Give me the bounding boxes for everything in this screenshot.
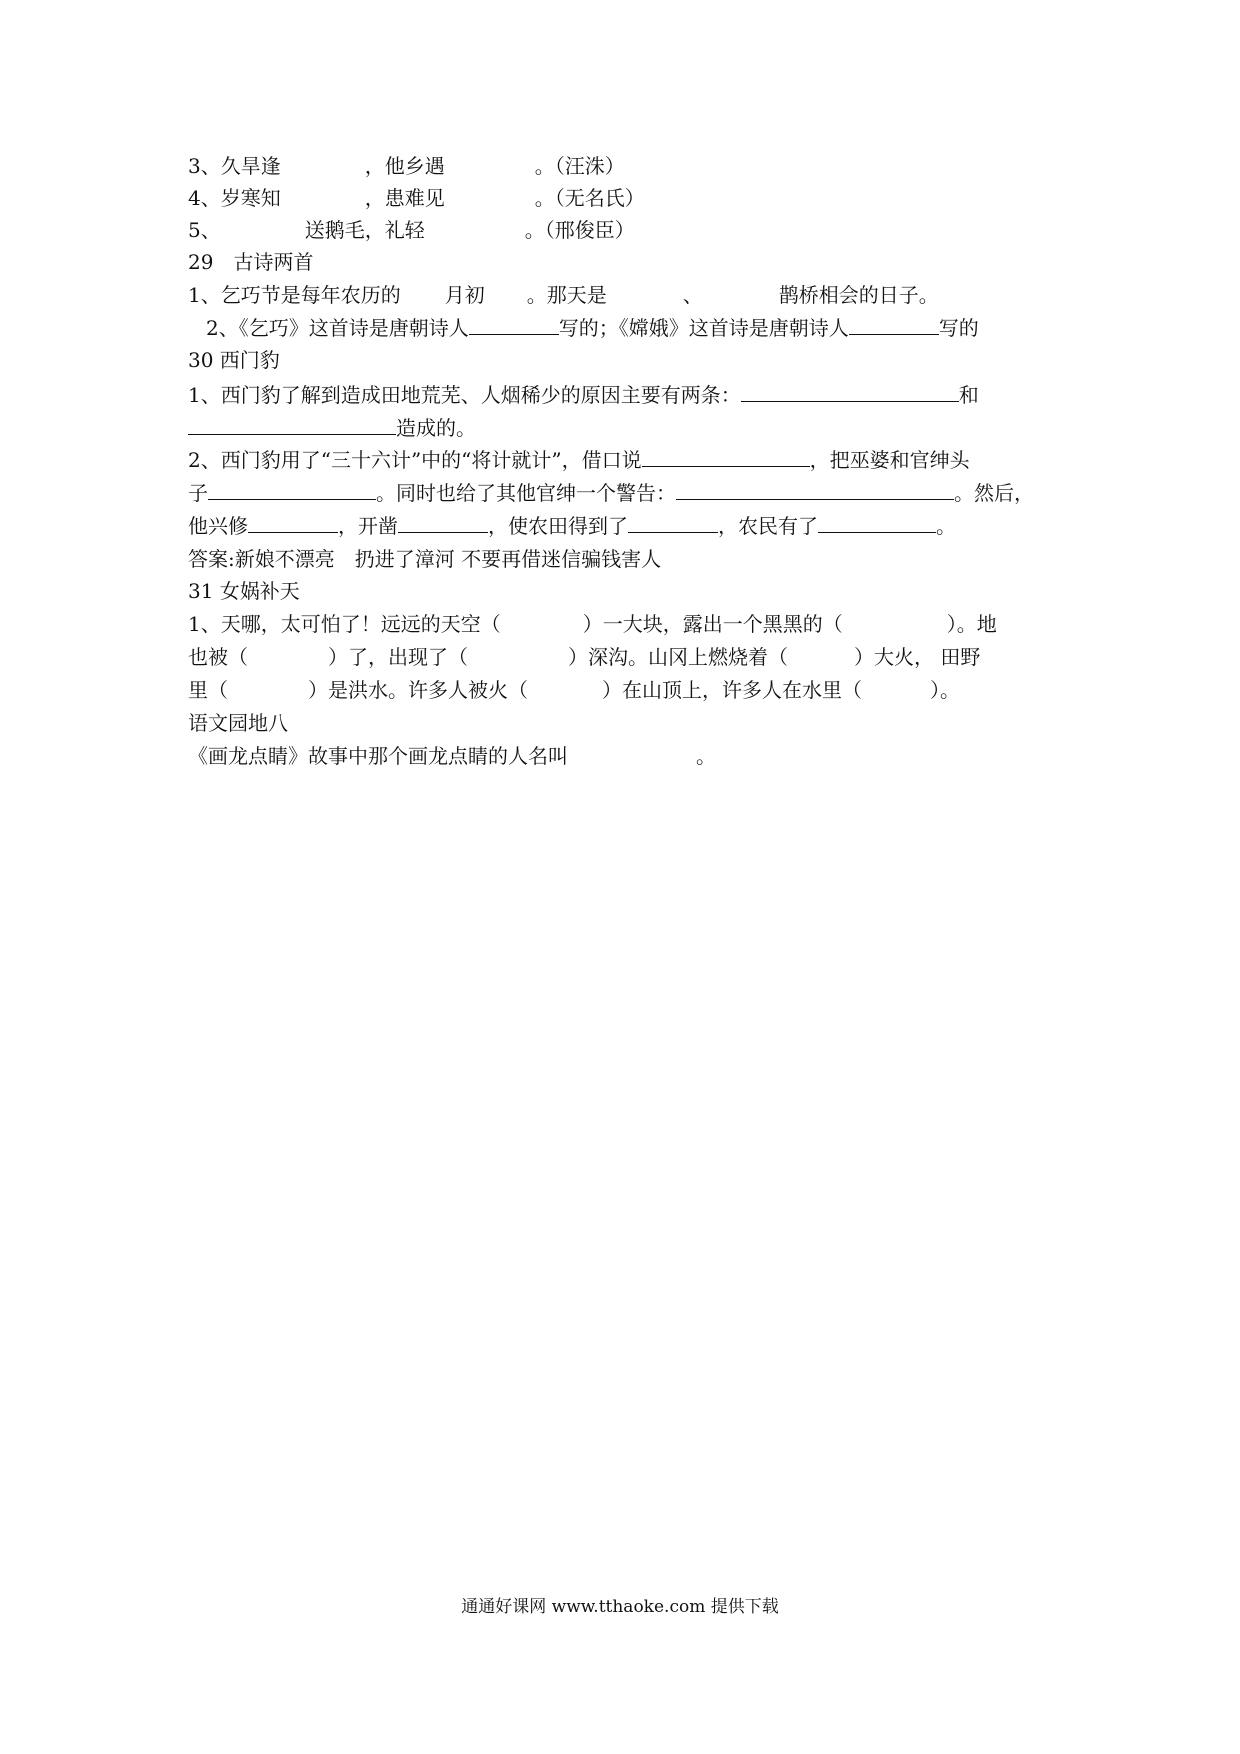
q30-line-1b: 造成的。: [188, 414, 476, 442]
q28-line-5: 5、 送鹅毛，礼轻 。（邢俊臣）: [188, 218, 635, 242]
blank-underline: [642, 446, 810, 467]
q30-line-2: 2、西门豹用了“三十六计”中的“将计就计”，借口说 ，把巫婆和官绅头: [188, 448, 970, 472]
blank-underline: [398, 512, 488, 533]
q30-answer: 答案:新娘不漂亮 扔进了漳河 不要再借迷信骗钱害人: [188, 547, 662, 571]
blank-underline: [676, 479, 954, 500]
q30-title: 30 西门豹: [188, 348, 280, 372]
garden-title: 语文园地八: [188, 711, 288, 735]
garden-line-1: 《画龙点睛》故事中那个画龙点睛的人名叫 。: [188, 744, 716, 768]
q31-line-3: 里（ ）是洪水。许多人被火（ ）在山顶上，许多人在水里（ ）。: [188, 678, 960, 702]
q29-line-1: 1、乞巧节是每年农历的 月初 。那天是 、 鹊桥相会的日子。: [188, 283, 939, 307]
blank-underline: [469, 314, 559, 335]
blank-underline: [208, 479, 376, 500]
q29-title: 29 古诗两首: [188, 250, 314, 274]
blank-underline: [818, 512, 936, 533]
q31-line-1: 1、天哪，太可怕了！远远的天空（ ）一大块，露出一个黑黑的（ ）。地: [188, 612, 997, 636]
q29-line-2: 2、《乞巧》这首诗是唐朝诗人 写的；《嫦娥》这首诗是唐朝诗人 写的: [206, 316, 979, 340]
q31-line-2: 也被（ ）了，出现了（ ）深沟。山冈上燃烧着（ ）大火， 田野: [188, 645, 981, 669]
blank-underline: [628, 512, 718, 533]
q30-line-4: 他兴修 ，开凿 ，使农田得到了 ，农民有了 。: [188, 514, 956, 538]
q28-line-3: 3、久旱逢 ，他乡遇 。（汪洙）: [188, 154, 625, 178]
q30-line-3: 子 。同时也给了其他官绅一个警告： 。然后，: [188, 481, 1034, 505]
blank-underline: [849, 314, 939, 335]
q28-line-4: 4、岁寒知 ，患难见 。（无名氏）: [188, 186, 645, 210]
q31-title: 31 女娲补天: [188, 579, 300, 603]
blank-underline: [248, 512, 338, 533]
blank-underline: [188, 414, 396, 435]
page-footer: 通通好课网 www.tthaoke.com 提供下载: [461, 1597, 779, 1617]
q30-line-1: 1、西门豹了解到造成田地荒芜、人烟稀少的原因主要有两条： 和: [188, 383, 979, 407]
blank-underline: [741, 381, 959, 402]
